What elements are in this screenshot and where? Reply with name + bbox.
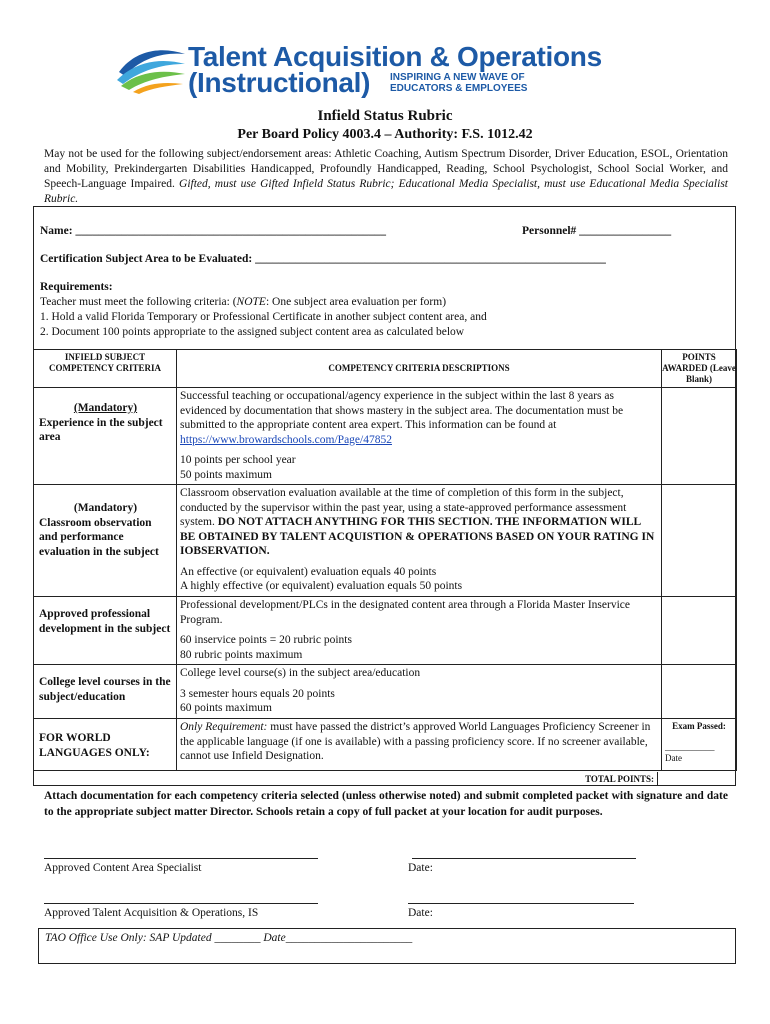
criteria-cell [34,388,177,485]
personnel-number-field[interactable]: Personnel# ________________ [522,225,672,237]
exam-passed-label: Exam Passed: [672,721,726,731]
document-title: Infield Status Rubric [317,108,453,124]
description-cell [177,388,662,485]
requirement-2: 2. Document 100 points appropriate to the assigned subject content area as calculated below [40,326,465,338]
exam-date-label: Date [665,753,682,763]
requirements-intro-end: : One subject area evaluation per form) [265,296,447,308]
criteria-cell [34,485,177,597]
table-row [34,597,737,665]
points-rule-1: 3 semester hours equals 20 points [180,687,335,700]
date-line-2[interactable] [408,903,634,904]
points-cell[interactable] [662,597,737,665]
note-italic-text: Gifted, must use Gifted Infield Status Rubric; Educational Media Specialist, must use Educational Media Specialist Rubric. [44,178,728,205]
logo-swoosh-icon [115,42,187,94]
tao-office-use-box [38,928,736,964]
table-row [34,665,737,719]
table-row [34,719,737,771]
header-criteria: INFIELD SUBJECT COMPETENCY CRITERIA [34,350,177,388]
date-line-1[interactable] [412,858,636,859]
points-rule-2: 80 rubric points maximum [180,648,303,661]
criteria-cell [34,665,177,719]
criteria-label: Approved professional development in the subject [39,608,171,635]
requirements-note-label: NOTE [236,296,266,308]
description-bold-text: DO NOT ATTACH ANYTHING FOR THIS SECTION. THE INFORMATION WILL BE OBTAINED BY TALENT ACQUISTION & OPERATIONS BASED ON YOUR RATING IN IOBSERVATION. [180,516,655,557]
logo-tagline-line2: EDUCATORS & EMPLOYEES [390,83,528,94]
points-rule-1: 60 inservice points = 20 rubric points [180,634,352,646]
tao-signature-label: Approved Talent Acquisition & Operations, IS [44,907,259,919]
total-row [33,772,658,786]
points-rule-2: 60 points maximum [180,702,272,714]
description-text: must have passed the district’s approved World Languages Proficiency Screener in the applicable language (if one is available) with a passing proficiency score. If no screener available, cannot use Infield Designation. [180,721,651,762]
date-label-1: Date: [408,862,433,874]
header-points: POINTS AWARDED (Leave Blank) [662,350,737,388]
description-cell [177,719,662,771]
points-cell[interactable] [662,485,737,597]
logo-tagline [390,72,527,94]
tao-office-use-text: TAO Office Use Only: SAP Updated ________ Date______________________ [45,932,413,944]
tao-signature-line[interactable] [44,903,318,904]
logo-title: Talent Acquisition & Operations [188,41,602,72]
points-rule-2: A highly effective (or equivalent) evaluation equals 50 points [180,580,463,592]
criteria-cell [34,597,177,665]
content-specialist-label: Approved Content Area Specialist [44,862,202,874]
criteria-label: Classroom observation and performance evaluation in the subject [39,516,159,558]
description-text: College level course(s) in the subject area/education [180,667,421,679]
requirements-intro-start: Teacher must meet the following criteria: ( [40,296,237,308]
browardschools-link[interactable]: https://www.browardschools.com/Page/47852 [180,433,392,446]
header-descriptions: COMPETENCY CRITERIA DESCRIPTIONS [177,350,662,388]
exam-passed-line: ___________ [665,742,715,752]
criteria-cell [34,719,177,771]
criteria-label: College level courses in the subject/education [39,676,171,703]
total-points-label: TOTAL POINTS: [585,774,654,784]
points-rule-1: 10 points per school year [180,454,296,466]
table-row [34,388,737,485]
description-italic-text: Only Requirement: [180,721,268,733]
requirement-1: 1. Hold a valid Florida Temporary or Professional Certificate in another subject content area, and [40,311,487,323]
points-cell[interactable] [662,665,737,719]
criteria-label: FOR WORLD LANGUAGES ONLY: [39,732,150,759]
mandatory-label: (Mandatory) [73,402,138,414]
date-label-2: Date: [408,907,433,919]
description-cell [177,485,662,597]
note-text: May not be used for the following subject/endorsement areas: Athletic Coaching, Autism Spectrum Disorder, Driver Education, ESOL, Orientation and Mobility, Prekindergarten Disabilities Handicapped, Profoundly Handicapped, Reading, School Psychologist, School Social Worker, and Speech-Language Impaired. [44,148,728,190]
points-rule-2: 50 points maximum [180,468,272,481]
table-header-row [34,350,737,388]
logo-tagline-line1: INSPIRING A NEW WAVE OF [390,72,525,83]
certification-subject-field[interactable]: Certification Subject Area to be Evaluated: _____________________________________________________________ [40,253,606,265]
description-text: Classroom observation evaluation available at the time of completion of this form in the subject, conducted by the supervisor within the past year, using a state-approved performance assessment system. [180,487,627,528]
table-row [34,485,737,597]
exam-passed-cell[interactable] [662,719,737,771]
requirements-intro [40,295,446,309]
attach-instructions: Attach documentation for each competency criteria selected (unless otherwise noted) and submit completed packet with signature and date to the appropriate subject matter Director. Schools retain a copy of full packet at your location for audit purposes. [44,790,728,818]
description-text: Professional development/PLCs in the designated content area through a Florida Master Inservice Program. [180,599,630,626]
mandatory-label: (Mandatory) [73,502,138,514]
usage-restriction-note [44,147,728,207]
points-cell[interactable] [662,388,737,485]
points-rule-1: An effective (or equivalent) evaluation equals 40 points [180,565,437,578]
requirements-heading: Requirements: [40,281,113,293]
document-subtitle: Per Board Policy 4003.4 – Authority: F.S. 1012.42 [237,127,533,142]
criteria-label: Experience in the subject area [39,416,163,443]
logo-subtitle: (Instructional) [188,67,371,98]
total-points-field[interactable] [658,772,736,786]
description-cell [177,665,662,719]
description-cell [177,597,662,665]
rubric-table [33,349,737,771]
name-field[interactable]: Name: ______________________________________________________ [40,225,386,237]
content-specialist-signature-line[interactable] [44,858,318,859]
description-text: Successful teaching or occupational/agency experience in the subject within the last 8 years as evidenced by documentation that shows mastery in the subject area. The documentation must be submitted to the appropriate content area expert. This information can be found at [180,390,624,431]
